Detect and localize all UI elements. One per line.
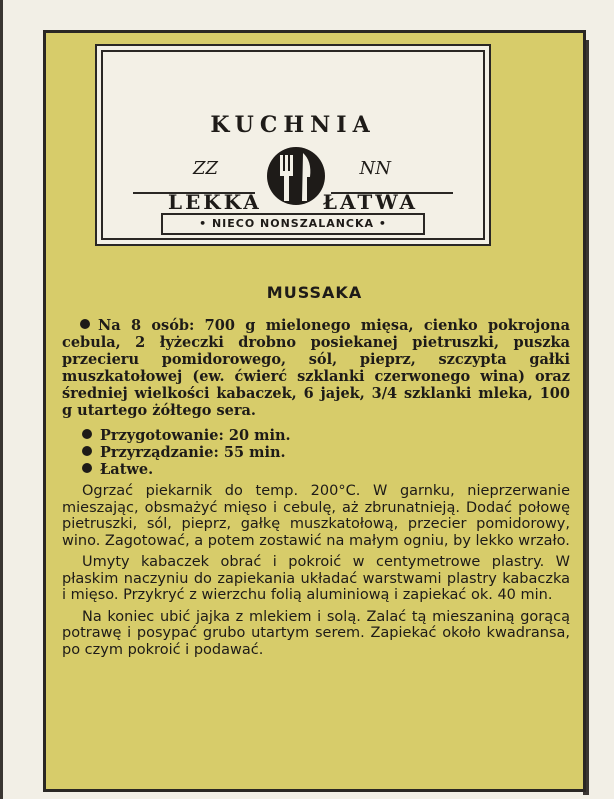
list-item [82, 444, 570, 461]
masthead-title: KUCHNIA [210, 112, 376, 138]
recipe-body [62, 317, 570, 658]
step-paragraph-3: Na koniec ubić jajka z mlekiem i solą. Zalać tą mieszaniną gorącą potrawę i posypać grubo utartym serem. Zapiekać około kwadransa, po czym pokroić i podawać. [62, 608, 570, 658]
bullet-dot-icon [82, 463, 92, 473]
masthead [101, 50, 485, 240]
bullet-dot-icon [80, 319, 90, 329]
bullet-dot-icon [82, 446, 92, 456]
recipe-title: MUSSAKA [266, 283, 363, 302]
bullet-dot-icon [82, 429, 92, 439]
list-item [82, 461, 570, 478]
masthead-subtitle: • NIECO NONSZALANCKA • [161, 213, 425, 235]
masthead-script-left: ZZ [193, 158, 219, 179]
masthead-word-right: ŁATWA [322, 190, 418, 214]
step-paragraph-2: Umyty kabaczek obrać i pokroić w centymetrowe plastry. W płaskim naczyniu do zapiekania układać warstwami plastry kabaczka i mięso. Przykryć z wierzchu folią aluminiową i zapiekać ok. 40 min. [62, 554, 570, 603]
ingredients-paragraph [62, 317, 570, 419]
cook-time: Przyrządzanie: 55 min. [100, 444, 286, 461]
prep-time: Przygotowanie: 20 min. [100, 427, 291, 444]
ingredients-text: Na 8 osób: 700 g mielonego mięsa, cienko pokrojona cebula, 2 łyżeczki drobno posiekanej pietruszki, puszka przecieru pomidorowego, sól, pieprz, szczypta gałki muszkatołowej (ew. ćwierć szklanki czerwonego wina) oraz średniej wielkości kabaczek, 6 jajek, 3/4 szklanki mleka, 100 g utartego żółtego sera. [62, 317, 570, 419]
list-item [82, 427, 570, 444]
fork-knife-plate-icon [265, 145, 327, 207]
difficulty: Łatwe. [100, 461, 154, 478]
masthead-script-right: NN [359, 158, 391, 179]
step-paragraph-1: Ogrzać piekarnik do temp. 200°C. W garnku, nieprzerwanie mieszając, obsmażyć mięso i cebulę, aż zbrunatnieją. Dodać połowę pietruszki, sól, pieprz, gałkę muszkatołową, przecier pomidorowy, wino. Zagotować, a potem zostawić na małym ogniu, by lekko wrzało. [62, 483, 570, 549]
left-margin-rule [0, 0, 3, 799]
info-list [82, 427, 570, 478]
masthead-word-left: LEKKA [168, 190, 262, 214]
